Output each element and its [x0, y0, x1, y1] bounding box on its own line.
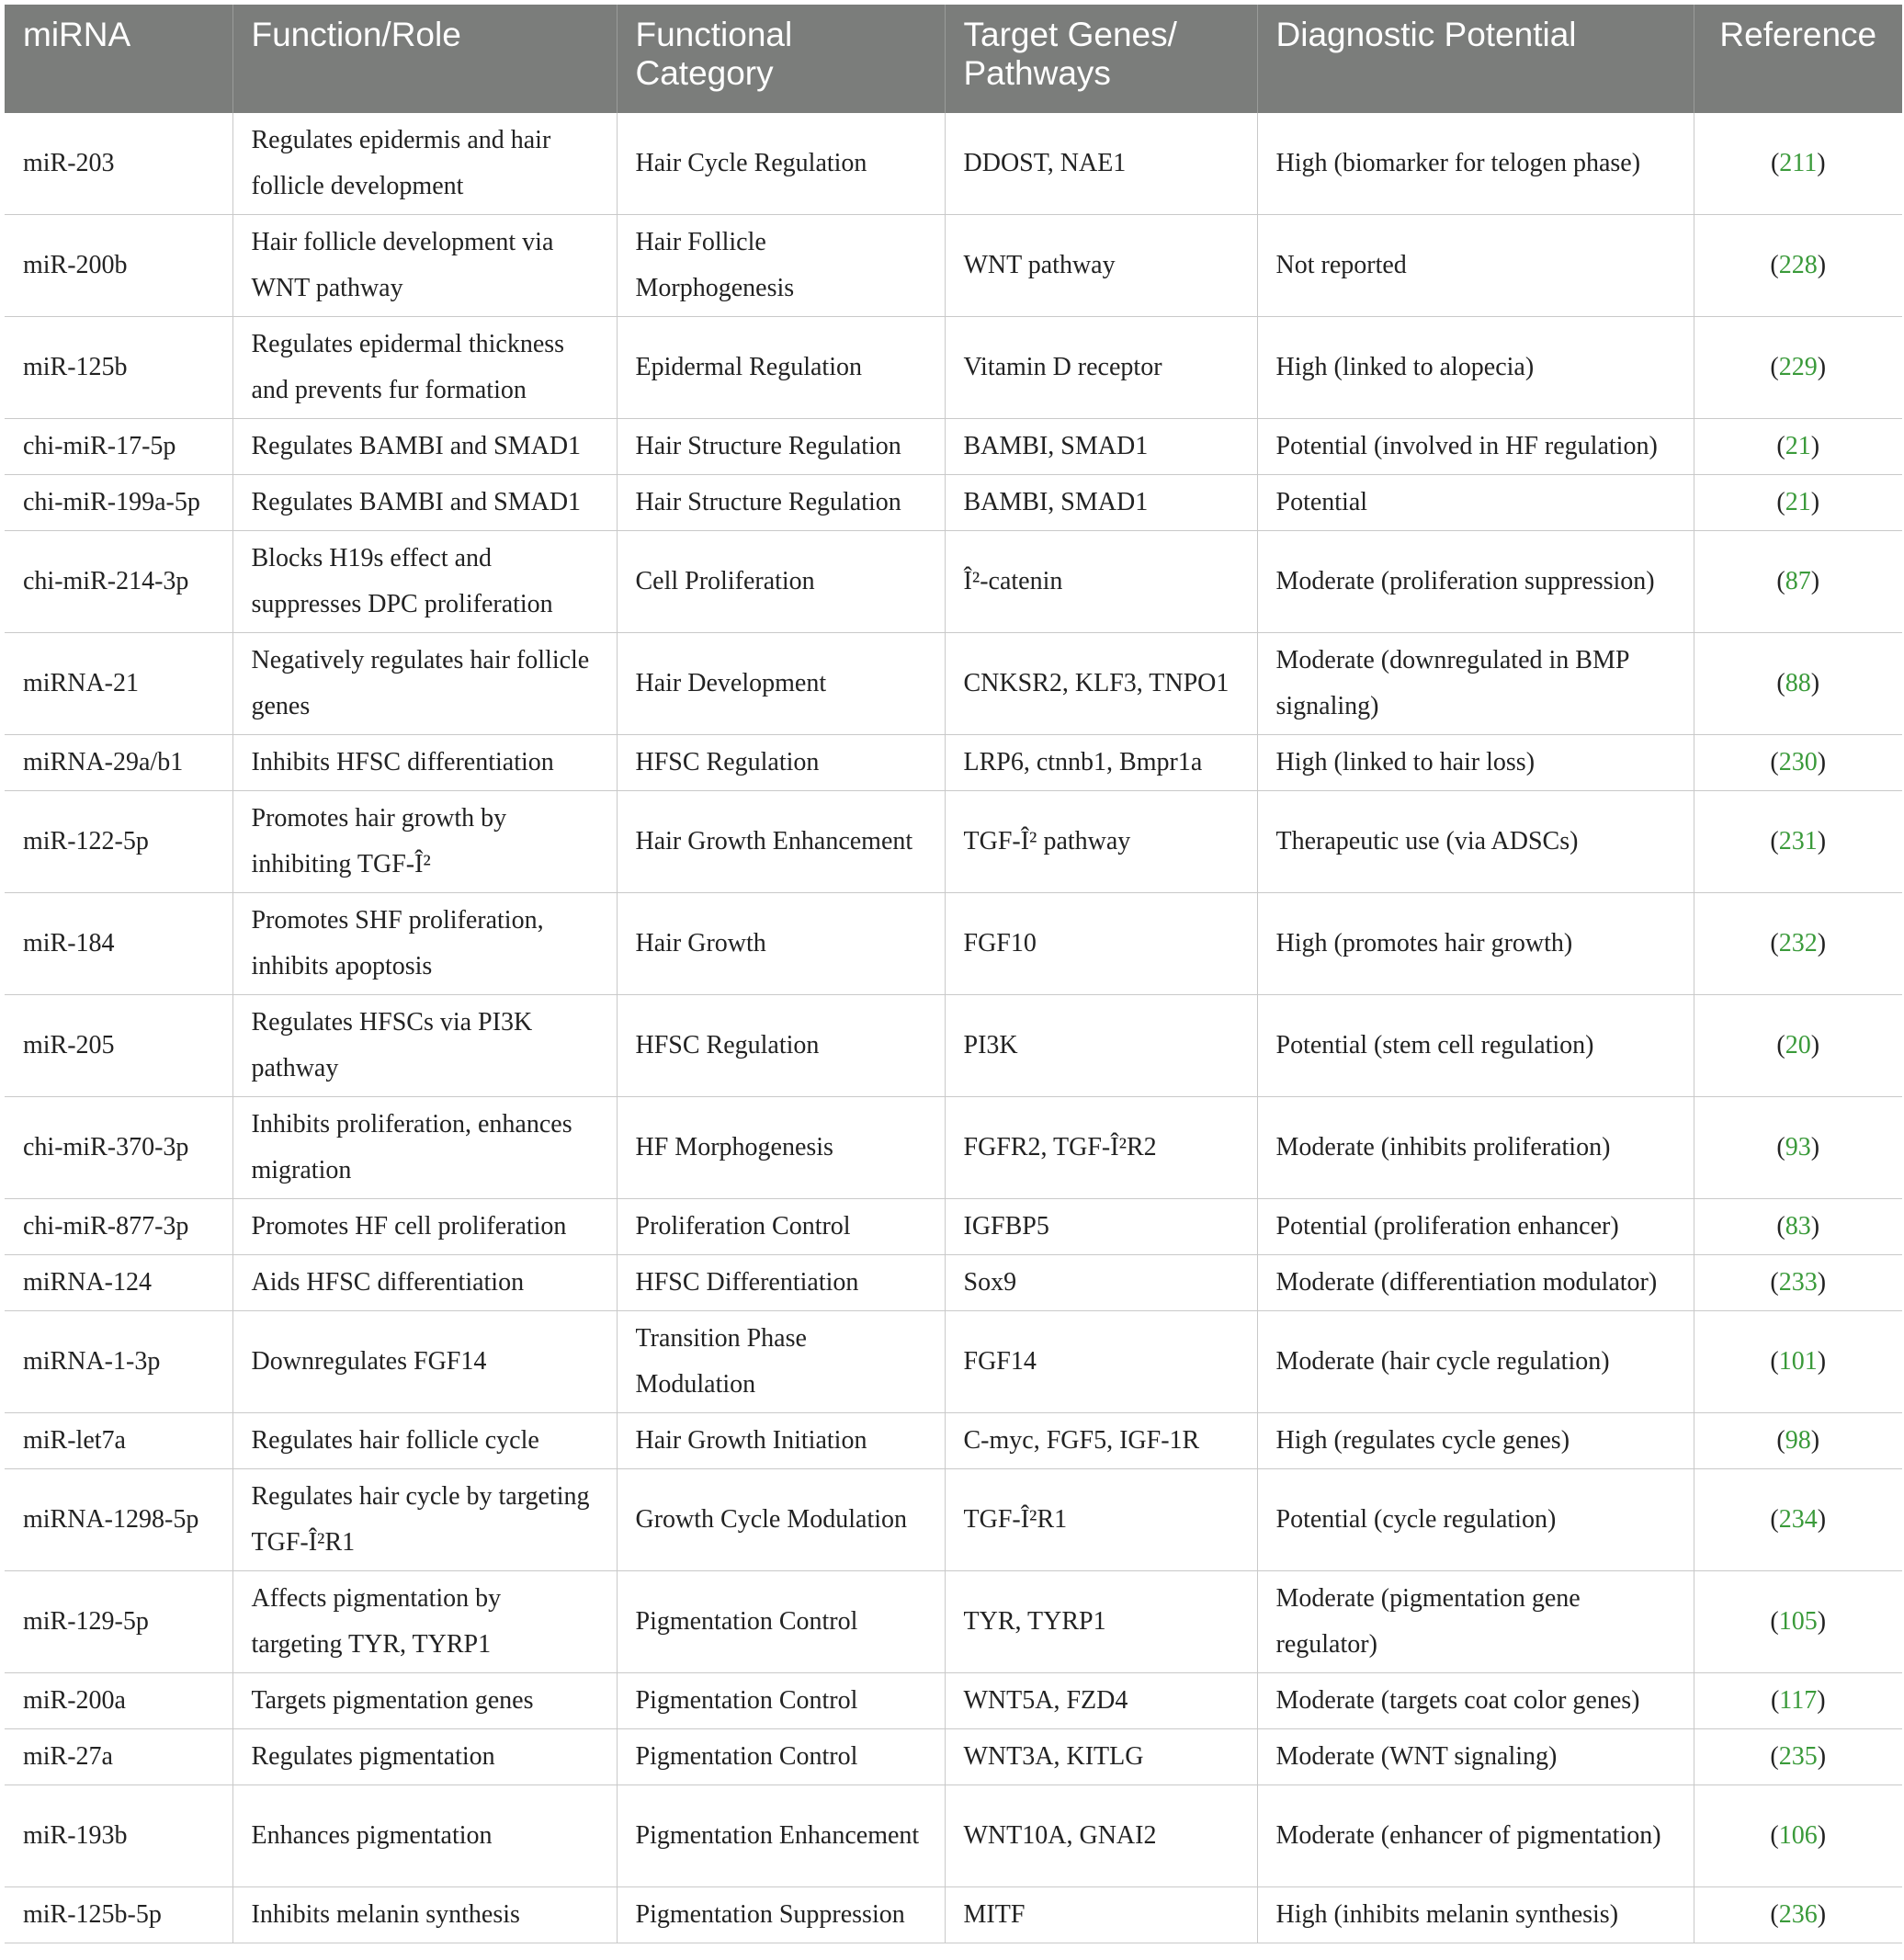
- cell-function: Inhibits proliferation, enhances migration: [232, 1097, 617, 1199]
- cell-targets: DDOST, NAE1: [945, 113, 1257, 215]
- table-body: [5, 113, 1902, 1943]
- cell-targets: PI3K: [945, 995, 1257, 1097]
- cell-reference: (230): [1694, 735, 1902, 791]
- header-function: Function/Role: [232, 5, 617, 113]
- cell-targets: TGF-Î² pathway: [945, 791, 1257, 893]
- cell-mirna: chi-miR-877-3p: [5, 1199, 232, 1255]
- cell-function: Inhibits melanin synthesis: [232, 1887, 617, 1943]
- cell-category: Hair Follicle Morphogenesis: [617, 215, 945, 317]
- cell-reference: (234): [1694, 1469, 1902, 1571]
- cell-reference: (236): [1694, 1887, 1902, 1943]
- cell-reference: (117): [1694, 1673, 1902, 1729]
- cell-targets: WNT10A, GNAI2: [945, 1785, 1257, 1887]
- reference-link[interactable]: 87: [1785, 567, 1811, 595]
- cell-targets: FGFR2, TGF-Î²R2: [945, 1097, 1257, 1199]
- cell-mirna: miR-193b: [5, 1785, 232, 1887]
- reference-link[interactable]: 117: [1779, 1686, 1818, 1715]
- cell-diagnostic: Moderate (downregulated in BMP signaling): [1257, 633, 1694, 735]
- cell-category: Hair Growth: [617, 893, 945, 995]
- cell-targets: BAMBI, SMAD1: [945, 475, 1257, 531]
- cell-diagnostic: Moderate (targets coat color genes): [1257, 1673, 1694, 1729]
- table-row: [5, 113, 1902, 215]
- cell-reference: (88): [1694, 633, 1902, 735]
- cell-mirna: chi-miR-17-5p: [5, 419, 232, 475]
- cell-function: Blocks H19s effect and suppresses DPC proliferation: [232, 531, 617, 633]
- table-row: [5, 1785, 1902, 1887]
- cell-category: HF Morphogenesis: [617, 1097, 945, 1199]
- cell-category: Hair Development: [617, 633, 945, 735]
- cell-reference: (235): [1694, 1729, 1902, 1785]
- table-row: [5, 1199, 1902, 1255]
- cell-targets: FGF10: [945, 893, 1257, 995]
- table-row: [5, 531, 1902, 633]
- cell-category: Hair Growth Initiation: [617, 1413, 945, 1469]
- reference-link[interactable]: 98: [1785, 1426, 1811, 1455]
- cell-reference: (106): [1694, 1785, 1902, 1887]
- reference-link[interactable]: 106: [1778, 1821, 1818, 1850]
- cell-category: HFSC Differentiation: [617, 1255, 945, 1311]
- cell-mirna: miRNA-21: [5, 633, 232, 735]
- cell-reference: (228): [1694, 215, 1902, 317]
- cell-function: Regulates pigmentation: [232, 1729, 617, 1785]
- cell-function: Regulates epidermal thickness and prevents fur formation: [232, 317, 617, 419]
- cell-category: Pigmentation Enhancement: [617, 1785, 945, 1887]
- table-row: [5, 317, 1902, 419]
- reference-link[interactable]: 93: [1785, 1133, 1811, 1161]
- reference-link[interactable]: 88: [1785, 669, 1811, 697]
- cell-function: Hair follicle development via WNT pathway: [232, 215, 617, 317]
- cell-reference: (211): [1694, 113, 1902, 215]
- cell-function: Affects pigmentation by targeting TYR, TYRP1: [232, 1571, 617, 1673]
- cell-targets: IGFBP5: [945, 1199, 1257, 1255]
- cell-mirna: miR-205: [5, 995, 232, 1097]
- cell-function: Promotes SHF proliferation, inhibits apoptosis: [232, 893, 617, 995]
- cell-mirna: chi-miR-214-3p: [5, 531, 232, 633]
- table-row: [5, 1097, 1902, 1199]
- reference-link[interactable]: 235: [1778, 1742, 1818, 1771]
- header-targets: Target Genes/ Pathways: [945, 5, 1257, 113]
- cell-diagnostic: Potential (involved in HF regulation): [1257, 419, 1694, 475]
- cell-mirna: miR-125b: [5, 317, 232, 419]
- cell-mirna: miRNA-1-3p: [5, 1311, 232, 1413]
- header-reference: Reference: [1694, 5, 1902, 113]
- cell-diagnostic: High (linked to hair loss): [1257, 735, 1694, 791]
- cell-reference: (232): [1694, 893, 1902, 995]
- reference-link[interactable]: 232: [1778, 929, 1818, 957]
- cell-diagnostic: Potential (cycle regulation): [1257, 1469, 1694, 1571]
- reference-link[interactable]: 228: [1778, 251, 1818, 279]
- cell-reference: (83): [1694, 1199, 1902, 1255]
- cell-function: Inhibits HFSC differentiation: [232, 735, 617, 791]
- cell-mirna: miRNA-1298-5p: [5, 1469, 232, 1571]
- cell-reference: (233): [1694, 1255, 1902, 1311]
- cell-mirna: miR-125b-5p: [5, 1887, 232, 1943]
- cell-function: Enhances pigmentation: [232, 1785, 617, 1887]
- cell-category: HFSC Regulation: [617, 995, 945, 1097]
- cell-category: Hair Structure Regulation: [617, 475, 945, 531]
- cell-diagnostic: Moderate (pigmentation gene regulator): [1257, 1571, 1694, 1673]
- cell-targets: MITF: [945, 1887, 1257, 1943]
- cell-category: Proliferation Control: [617, 1199, 945, 1255]
- cell-category: Pigmentation Control: [617, 1673, 945, 1729]
- cell-mirna: miR-200a: [5, 1673, 232, 1729]
- reference-link[interactable]: 234: [1778, 1505, 1818, 1534]
- cell-mirna: miR-122-5p: [5, 791, 232, 893]
- cell-targets: Sox9: [945, 1255, 1257, 1311]
- cell-diagnostic: Moderate (hair cycle regulation): [1257, 1311, 1694, 1413]
- cell-diagnostic: Moderate (proliferation suppression): [1257, 531, 1694, 633]
- table-row: [5, 1729, 1902, 1785]
- table-row: [5, 1469, 1902, 1571]
- cell-targets: Î²-catenin: [945, 531, 1257, 633]
- cell-category: Hair Cycle Regulation: [617, 113, 945, 215]
- cell-mirna: miR-let7a: [5, 1413, 232, 1469]
- table-row: [5, 419, 1902, 475]
- table-row: [5, 1571, 1902, 1673]
- cell-targets: C-myc, FGF5, IGF-1R: [945, 1413, 1257, 1469]
- table-row: [5, 995, 1902, 1097]
- reference-link[interactable]: 229: [1778, 353, 1818, 381]
- cell-diagnostic: High (linked to alopecia): [1257, 317, 1694, 419]
- cell-reference: (87): [1694, 531, 1902, 633]
- cell-targets: WNT3A, KITLG: [945, 1729, 1257, 1785]
- cell-reference: (21): [1694, 475, 1902, 531]
- reference-link[interactable]: 211: [1779, 149, 1818, 177]
- table-row: [5, 791, 1902, 893]
- cell-diagnostic: Potential: [1257, 475, 1694, 531]
- cell-category: Hair Growth Enhancement: [617, 791, 945, 893]
- cell-mirna: miR-203: [5, 113, 232, 215]
- cell-targets: CNKSR2, KLF3, TNPO1: [945, 633, 1257, 735]
- table-row: [5, 633, 1902, 735]
- cell-category: Pigmentation Control: [617, 1571, 945, 1673]
- cell-diagnostic: Not reported: [1257, 215, 1694, 317]
- table-row: [5, 1673, 1902, 1729]
- cell-diagnostic: High (inhibits melanin synthesis): [1257, 1887, 1694, 1943]
- header-row: [5, 5, 1902, 113]
- cell-category: Growth Cycle Modulation: [617, 1469, 945, 1571]
- cell-category: Pigmentation Control: [617, 1729, 945, 1785]
- cell-targets: WNT5A, FZD4: [945, 1673, 1257, 1729]
- cell-reference: (93): [1694, 1097, 1902, 1199]
- cell-category: Pigmentation Suppression: [617, 1887, 945, 1943]
- cell-diagnostic: High (biomarker for telogen phase): [1257, 113, 1694, 215]
- cell-function: Targets pigmentation genes: [232, 1673, 617, 1729]
- cell-diagnostic: High (regulates cycle genes): [1257, 1413, 1694, 1469]
- cell-diagnostic: Moderate (differentiation modulator): [1257, 1255, 1694, 1311]
- cell-diagnostic: Moderate (enhancer of pigmentation): [1257, 1785, 1694, 1887]
- cell-reference: (20): [1694, 995, 1902, 1097]
- cell-diagnostic: Moderate (inhibits proliferation): [1257, 1097, 1694, 1199]
- cell-category: Hair Structure Regulation: [617, 419, 945, 475]
- cell-targets: TYR, TYRP1: [945, 1571, 1257, 1673]
- cell-diagnostic: Moderate (WNT signaling): [1257, 1729, 1694, 1785]
- cell-category: Cell Proliferation: [617, 531, 945, 633]
- table-row: [5, 1311, 1902, 1413]
- cell-function: Regulates HFSCs via PI3K pathway: [232, 995, 617, 1097]
- cell-mirna: miRNA-29a/b1: [5, 735, 232, 791]
- mirna-table: [5, 5, 1902, 1943]
- cell-function: Promotes HF cell proliferation: [232, 1199, 617, 1255]
- cell-function: Regulates hair cycle by targeting TGF-Î²R1: [232, 1469, 617, 1571]
- cell-targets: FGF14: [945, 1311, 1257, 1413]
- reference-link[interactable]: 21: [1785, 488, 1811, 516]
- cell-function: Regulates BAMBI and SMAD1: [232, 419, 617, 475]
- cell-targets: TGF-Î²R1: [945, 1469, 1257, 1571]
- cell-diagnostic: Potential (proliferation enhancer): [1257, 1199, 1694, 1255]
- reference-link[interactable]: 105: [1778, 1607, 1818, 1636]
- reference-link[interactable]: 20: [1785, 1031, 1811, 1059]
- cell-function: Downregulates FGF14: [232, 1311, 617, 1413]
- table-row: [5, 475, 1902, 531]
- reference-link[interactable]: 83: [1785, 1212, 1811, 1241]
- cell-function: Aids HFSC differentiation: [232, 1255, 617, 1311]
- cell-category: HFSC Regulation: [617, 735, 945, 791]
- cell-reference: (105): [1694, 1571, 1902, 1673]
- cell-mirna: miR-200b: [5, 215, 232, 317]
- header-mirna: miRNA: [5, 5, 232, 113]
- reference-link[interactable]: 101: [1778, 1347, 1818, 1376]
- cell-mirna: miR-129-5p: [5, 1571, 232, 1673]
- reference-link[interactable]: 233: [1778, 1268, 1818, 1297]
- reference-link[interactable]: 230: [1778, 748, 1818, 776]
- cell-function: Negatively regulates hair follicle genes: [232, 633, 617, 735]
- cell-mirna: miRNA-124: [5, 1255, 232, 1311]
- cell-diagnostic: Therapeutic use (via ADSCs): [1257, 791, 1694, 893]
- cell-reference: (101): [1694, 1311, 1902, 1413]
- cell-reference: (229): [1694, 317, 1902, 419]
- reference-link[interactable]: 236: [1778, 1900, 1818, 1929]
- cell-diagnostic: High (promotes hair growth): [1257, 893, 1694, 995]
- cell-targets: LRP6, ctnnb1, Bmpr1a: [945, 735, 1257, 791]
- cell-function: Regulates epidermis and hair follicle development: [232, 113, 617, 215]
- cell-reference: (21): [1694, 419, 1902, 475]
- table-row: [5, 735, 1902, 791]
- table-row: [5, 215, 1902, 317]
- cell-mirna: miR-27a: [5, 1729, 232, 1785]
- cell-targets: Vitamin D receptor: [945, 317, 1257, 419]
- reference-link[interactable]: 231: [1778, 827, 1818, 855]
- reference-link[interactable]: 21: [1785, 432, 1811, 460]
- table-row: [5, 1887, 1902, 1943]
- cell-targets: WNT pathway: [945, 215, 1257, 317]
- cell-reference: (98): [1694, 1413, 1902, 1469]
- cell-function: Regulates hair follicle cycle: [232, 1413, 617, 1469]
- header-diagnostic: Diagnostic Potential: [1257, 5, 1694, 113]
- cell-category: Epidermal Regulation: [617, 317, 945, 419]
- cell-mirna: chi-miR-370-3p: [5, 1097, 232, 1199]
- cell-category: Transition Phase Modulation: [617, 1311, 945, 1413]
- cell-mirna: miR-184: [5, 893, 232, 995]
- table-row: [5, 893, 1902, 995]
- cell-function: Promotes hair growth by inhibiting TGF-Î²: [232, 791, 617, 893]
- cell-reference: (231): [1694, 791, 1902, 893]
- table-row: [5, 1255, 1902, 1311]
- cell-function: Regulates BAMBI and SMAD1: [232, 475, 617, 531]
- cell-mirna: chi-miR-199a-5p: [5, 475, 232, 531]
- header-category: Functional Category: [617, 5, 945, 113]
- cell-targets: BAMBI, SMAD1: [945, 419, 1257, 475]
- cell-diagnostic: Potential (stem cell regulation): [1257, 995, 1694, 1097]
- table-row: [5, 1413, 1902, 1469]
- table-header: [5, 5, 1902, 113]
